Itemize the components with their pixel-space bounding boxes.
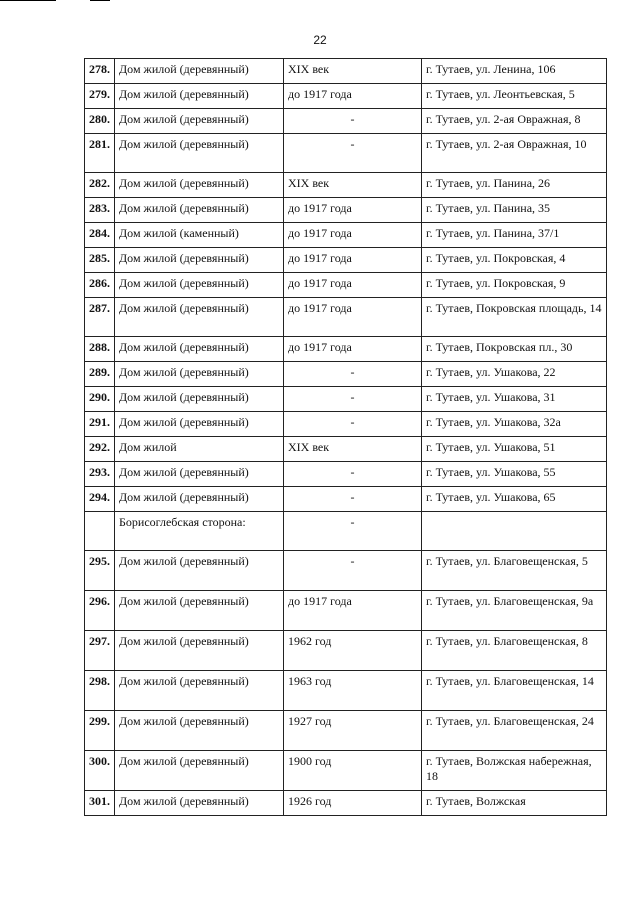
row-number: 293.	[85, 462, 115, 487]
row-number: 280.	[85, 109, 115, 134]
object-date: -	[284, 387, 422, 412]
object-date: до 1917 года	[284, 84, 422, 109]
object-address: г. Тутаев, ул. Благовещенская, 24	[422, 711, 607, 751]
object-address: г. Тутаев, ул. Панина, 37/1	[422, 223, 607, 248]
table-row	[85, 711, 607, 751]
table-row	[85, 437, 607, 462]
object-name: Дом жилой (деревянный)	[115, 134, 284, 173]
object-name: Дом жилой (деревянный)	[115, 198, 284, 223]
row-number	[85, 512, 115, 551]
object-name: Дом жилой (деревянный)	[115, 711, 284, 751]
object-date: 1900 год	[284, 751, 422, 791]
object-name: Дом жилой	[115, 437, 284, 462]
object-address: г. Тутаев, ул. Панина, 26	[422, 173, 607, 198]
object-address: г. Тутаев, ул. Ушакова, 55	[422, 462, 607, 487]
object-date: 1926 год	[284, 791, 422, 816]
table-row	[85, 791, 607, 816]
row-number: 291.	[85, 412, 115, 437]
object-address: г. Тутаев, ул. Благовещенская, 8	[422, 631, 607, 671]
object-date: до 1917 года	[284, 273, 422, 298]
row-number: 296.	[85, 591, 115, 631]
table-row	[85, 512, 607, 551]
object-date: 1962 год	[284, 631, 422, 671]
object-name: Дом жилой (деревянный)	[115, 462, 284, 487]
object-address: г. Тутаев, ул. 2-ая Овражная, 10	[422, 134, 607, 173]
object-date: -	[284, 551, 422, 591]
object-name: Дом жилой (деревянный)	[115, 109, 284, 134]
table-row	[85, 487, 607, 512]
row-number: 281.	[85, 134, 115, 173]
table-row	[85, 591, 607, 631]
object-date: XIX век	[284, 59, 422, 84]
object-address: г. Тутаев, ул. 2-ая Овражная, 8	[422, 109, 607, 134]
object-name: Дом жилой (каменный)	[115, 223, 284, 248]
object-date: -	[284, 362, 422, 387]
table-row	[85, 109, 607, 134]
table-row	[85, 751, 607, 791]
object-date: XIX век	[284, 173, 422, 198]
row-number: 299.	[85, 711, 115, 751]
row-number: 295.	[85, 551, 115, 591]
object-address: г. Тутаев, ул. Благовещенская, 5	[422, 551, 607, 591]
object-address: г. Тутаев, ул. Леонтьевская, 5	[422, 84, 607, 109]
row-number: 284.	[85, 223, 115, 248]
object-date: до 1917 года	[284, 248, 422, 273]
object-date: до 1917 года	[284, 591, 422, 631]
row-number: 279.	[85, 84, 115, 109]
object-name: Дом жилой (деревянный)	[115, 412, 284, 437]
row-number: 288.	[85, 337, 115, 362]
row-number: 289.	[85, 362, 115, 387]
row-number: 298.	[85, 671, 115, 711]
object-address: г. Тутаев, ул. Ленина, 106	[422, 59, 607, 84]
object-name: Дом жилой (деревянный)	[115, 273, 284, 298]
table-row	[85, 173, 607, 198]
row-number: 294.	[85, 487, 115, 512]
object-name: Дом жилой (деревянный)	[115, 337, 284, 362]
object-address: г. Тутаев, Покровская площадь, 14	[422, 298, 607, 337]
object-address: г. Тутаев, ул. Ушакова, 32а	[422, 412, 607, 437]
object-address: г. Тутаев, Волжская	[422, 791, 607, 816]
table-row	[85, 84, 607, 109]
row-number: 300.	[85, 751, 115, 791]
object-date: -	[284, 487, 422, 512]
table-row	[85, 298, 607, 337]
object-name: Дом жилой (деревянный)	[115, 298, 284, 337]
table-row	[85, 273, 607, 298]
object-name: Дом жилой (деревянный)	[115, 84, 284, 109]
scan-mark-top-left	[0, 0, 56, 1]
table-row	[85, 59, 607, 84]
row-number: 292.	[85, 437, 115, 462]
object-date: -	[284, 412, 422, 437]
object-name: Дом жилой (деревянный)	[115, 671, 284, 711]
object-address: г. Тутаев, ул. Ушакова, 31	[422, 387, 607, 412]
object-date: до 1917 года	[284, 298, 422, 337]
object-name: Дом жилой (деревянный)	[115, 487, 284, 512]
object-date: до 1917 года	[284, 337, 422, 362]
object-address	[422, 512, 607, 551]
table-row	[85, 551, 607, 591]
object-address: г. Тутаев, Волжская набережная, 18	[422, 751, 607, 791]
object-address: г. Тутаев, ул. Ушакова, 65	[422, 487, 607, 512]
page-number: 22	[313, 33, 327, 47]
object-name: Дом жилой (деревянный)	[115, 59, 284, 84]
object-name: Дом жилой (деревянный)	[115, 791, 284, 816]
table-row	[85, 134, 607, 173]
row-number: 287.	[85, 298, 115, 337]
object-date: 1927 год	[284, 711, 422, 751]
object-date: -	[284, 462, 422, 487]
row-number: 290.	[85, 387, 115, 412]
table-row	[85, 362, 607, 387]
table-row	[85, 387, 607, 412]
object-name: Дом жилой (деревянный)	[115, 631, 284, 671]
row-number: 283.	[85, 198, 115, 223]
object-date: -	[284, 134, 422, 173]
object-name: Дом жилой (деревянный)	[115, 248, 284, 273]
table-body	[85, 59, 607, 816]
object-address: г. Тутаев, ул. Панина, 35	[422, 198, 607, 223]
table-row	[85, 671, 607, 711]
row-number: 286.	[85, 273, 115, 298]
table-row	[85, 337, 607, 362]
row-number: 297.	[85, 631, 115, 671]
table-row	[85, 248, 607, 273]
table-row	[85, 631, 607, 671]
object-name: Дом жилой (деревянный)	[115, 387, 284, 412]
object-date: до 1917 года	[284, 198, 422, 223]
object-address: г. Тутаев, ул. Покровская, 4	[422, 248, 607, 273]
object-address: г. Тутаев, Покровская пл., 30	[422, 337, 607, 362]
scan-mark-top	[90, 0, 110, 1]
object-date: 1963 год	[284, 671, 422, 711]
object-address: г. Тутаев, ул. Ушакова, 22	[422, 362, 607, 387]
object-date: до 1917 года	[284, 223, 422, 248]
row-number: 285.	[85, 248, 115, 273]
object-date: -	[284, 512, 422, 551]
object-date: -	[284, 109, 422, 134]
table-row	[85, 412, 607, 437]
table-row	[85, 198, 607, 223]
object-address: г. Тутаев, ул. Ушакова, 51	[422, 437, 607, 462]
heritage-objects-table	[84, 58, 607, 816]
object-name: Дом жилой (деревянный)	[115, 591, 284, 631]
object-name: Борисоглебская сторона:	[115, 512, 284, 551]
row-number: 278.	[85, 59, 115, 84]
object-name: Дом жилой (деревянный)	[115, 362, 284, 387]
object-address: г. Тутаев, ул. Благовещенская, 9а	[422, 591, 607, 631]
object-address: г. Тутаев, ул. Покровская, 9	[422, 273, 607, 298]
table-row	[85, 223, 607, 248]
object-name: Дом жилой (деревянный)	[115, 551, 284, 591]
object-name: Дом жилой (деревянный)	[115, 173, 284, 198]
row-number: 301.	[85, 791, 115, 816]
object-name: Дом жилой (деревянный)	[115, 751, 284, 791]
object-address: г. Тутаев, ул. Благовещенская, 14	[422, 671, 607, 711]
object-date: XIX век	[284, 437, 422, 462]
table-row	[85, 462, 607, 487]
row-number: 282.	[85, 173, 115, 198]
